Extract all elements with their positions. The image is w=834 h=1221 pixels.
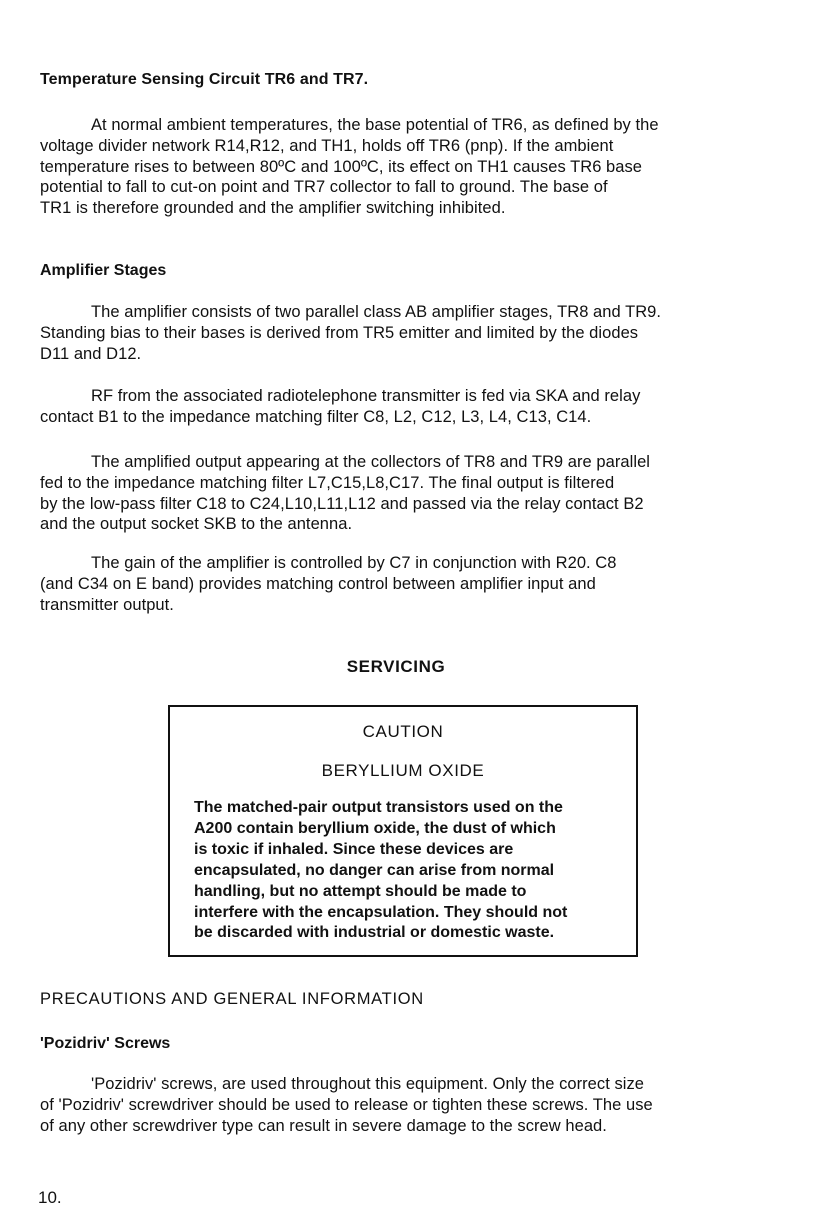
paragraph-amplifier-intro <box>40 302 756 364</box>
heading-precautions: PRECAUTIONS AND GENERAL INFORMATION <box>40 990 424 1008</box>
text-line: TR1 is therefore grounded and the amplifier switching inhibited. <box>40 199 506 218</box>
text-line: of 'Pozidriv' screwdriver should be used to release or tighten these screws. The use <box>40 1095 653 1114</box>
heading-amplifier-stages: Amplifier Stages <box>40 262 167 279</box>
text-line: The matched-pair output transistors used on the <box>194 799 563 816</box>
caution-box <box>168 705 638 957</box>
page-number: 10. <box>38 1188 62 1207</box>
heading-temperature-sensing: Temperature Sensing Circuit TR6 and TR7. <box>40 71 369 88</box>
text-line: be discarded with industrial or domestic waste. <box>194 924 555 942</box>
text-line: Standing bias to their bases is derived from TR5 emitter and limited by the diodes <box>40 323 639 342</box>
text-line: potential to fall to cut-on point and TR7 collector to fall to ground. The base of <box>40 178 608 197</box>
text-line: The amplifier consists of two parallel class AB amplifier stages, TR8 and TR9. <box>91 303 662 321</box>
text-line: by the low-pass filter C18 to C24,L10,L11,L12 and passed via the relay contact B2 <box>40 494 644 513</box>
paragraph-pozidriv <box>40 1074 756 1136</box>
text-line: contact B1 to the impedance matching filter C8, L2, C12, L3, L4, C13, C14. <box>40 407 592 426</box>
heading-pozidriv-screws: 'Pozidriv' Screws <box>40 1035 171 1052</box>
text-line: A200 contain beryllium oxide, the dust of which <box>194 819 556 837</box>
text-line: At normal ambient temperatures, the base potential of TR6, as defined by the <box>91 116 659 134</box>
text-line: temperature rises to between 80ºC and 100ºC, its effect on TH1 causes TR6 base <box>40 157 643 176</box>
caution-text <box>194 798 634 944</box>
paragraph-gain-control <box>40 553 756 615</box>
text-line: interfere with the encapsulation. They should not <box>194 903 568 921</box>
paragraph-temperature-sensing <box>40 115 756 219</box>
text-line: handling, but no attempt should be made to <box>194 882 527 900</box>
caution-title: CAUTION <box>362 722 444 741</box>
paragraph-amplified-output <box>40 452 756 535</box>
text-line: is toxic if inhaled. Since these devices are <box>194 840 514 858</box>
text-line: encapsulated, no danger can arise from normal <box>194 861 555 879</box>
text-line: The gain of the amplifier is controlled by C7 in conjunction with R20. C8 <box>91 554 617 572</box>
heading-servicing: SERVICING <box>346 657 446 676</box>
text-line: The amplified output appearing at the collectors of TR8 and TR9 are parallel <box>91 453 651 471</box>
caution-subtitle: BERYLLIUM OXIDE <box>321 761 485 780</box>
text-line: (and C34 on E band) provides matching control between amplifier input and <box>40 574 596 593</box>
text-line: and the output socket SKB to the antenna. <box>40 515 353 534</box>
text-line: fed to the impedance matching filter L7,C15,L8,C17. The final output is filtered <box>40 473 615 492</box>
text-line: voltage divider network R14,R12, and TH1, holds off TR6 (pnp). If the ambient <box>40 136 614 155</box>
text-line: D11 and D12. <box>40 344 142 363</box>
text-line: transmitter output. <box>40 595 174 614</box>
text-line: of any other screwdriver type can result in severe damage to the screw head. <box>40 1116 607 1135</box>
paragraph-rf-input <box>40 386 756 428</box>
text-line: 'Pozidriv' screws, are used throughout this equipment. Only the correct size <box>91 1075 645 1093</box>
text-line: RF from the associated radiotelephone transmitter is fed via SKA and relay <box>91 387 641 405</box>
